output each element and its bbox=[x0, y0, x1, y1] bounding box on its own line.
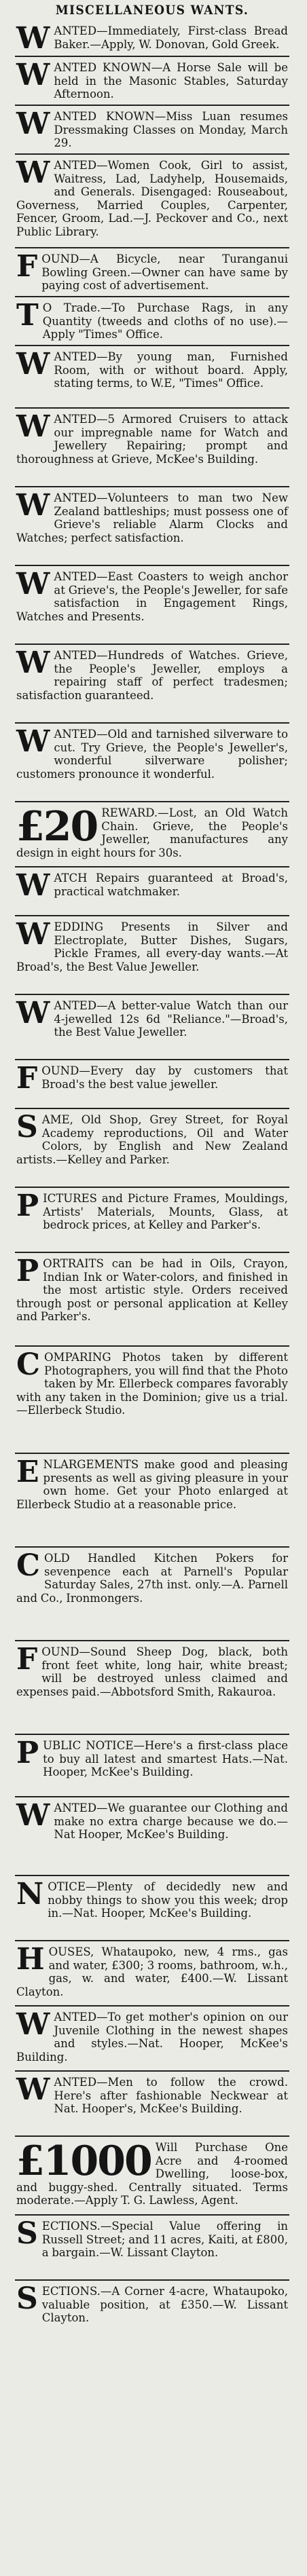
ad-text: OMPARING Photos taken by different Photographers, you will find that the Photo taken by Mr. Ellerbeck compares favorably with any taken in the Dominion; give us a trial.—Ellerbeck Studio. bbox=[16, 1351, 288, 1417]
ad-text: ANTED—We guarantee our Clothing and make no extra charge because we do.—Nat Hooper, McKee's Building. bbox=[54, 1802, 288, 1841]
ad-text: ECTIONS.—Special Value offering in Russell Street; and 11 acres, Kaiti, at £800, a bargain.—W. Lissant Clayton. bbox=[41, 2220, 288, 2259]
ad-drop-cap: F bbox=[16, 1642, 38, 1677]
ad-text: ANTED—Immediately, First-class Bread Baker.—Apply, W. Donovan, Gold Greek. bbox=[54, 24, 288, 51]
classified-ad bbox=[15, 1187, 289, 1252]
classified-ad bbox=[15, 56, 289, 105]
ad-drop-cap: P bbox=[16, 1254, 39, 1288]
classified-ad bbox=[15, 2214, 289, 2279]
ad-drop-cap: W bbox=[16, 567, 50, 601]
classified-ad bbox=[15, 105, 289, 153]
classified-ad bbox=[15, 722, 289, 801]
classified-ad bbox=[15, 866, 289, 915]
ad-drop-cap: N bbox=[16, 1877, 44, 1911]
ad-text: ANTED—A better-value Watch than our 4-jewelled 12s 6d "Reliance."—Broad's, the Best Value Jeweller. bbox=[54, 999, 288, 1039]
ad-drop-cap: W bbox=[16, 58, 50, 92]
ad-drop-cap: W bbox=[16, 409, 50, 444]
ad-text: O Trade.—To Purchase Rags, in any Quantity (tweeds and cloths of no use).—Apply "Times" Office. bbox=[42, 301, 288, 341]
ad-drop-cap: S bbox=[16, 2216, 38, 2251]
ad-drop-cap: C bbox=[16, 1548, 41, 1583]
classified-ad bbox=[15, 2135, 289, 2214]
classified-ad bbox=[15, 153, 289, 247]
ad-drop-cap: W bbox=[16, 2007, 50, 2042]
ad-text: AME, Old Shop, Grey Street, for Royal Academy reproductions, Oil and Water Colors, by English and New Zealand artists.—Kelley and Parker. bbox=[16, 1113, 288, 1166]
ad-drop-cap: C bbox=[16, 1347, 41, 1382]
ad-text: ECTIONS.—A Corner 4-acre, Whataupoko, valuable position, at £350.—W. Lissant Clayton. bbox=[41, 2285, 288, 2324]
ad-drop-cap: W bbox=[16, 724, 50, 759]
classified-ad bbox=[15, 2279, 289, 2342]
ad-text: ANTED—Hundreds of Watches. Grieve, the People's Jeweller, employs a repairing staff of perfect tradesmen; satisfaction guaranteed. bbox=[16, 649, 288, 702]
classified-ad bbox=[15, 1453, 289, 1546]
ad-text: REWARD.—Lost, an Old Watch Chain. Grieve, the People's Jeweller, manufactures any design in eight hours for 30s. bbox=[16, 806, 288, 859]
ad-text: Will Purchase One Acre and 4-roomed Dwelling, loose-box, and buggy-shed. Centrally situated. Terms moderate.—Apply T. G. Lawless, Agent. bbox=[16, 2141, 288, 2207]
ad-text: ICTURES and Picture Frames, Mouldings, Artists' Materials, Mounts, Glass, at bedrock prices, at Kelley and Parker's. bbox=[43, 1192, 288, 1231]
ad-drop-cap: W bbox=[16, 646, 50, 680]
ad-text: ANTED KNOWN—Miss Luan resumes Dressmaking Classes on Monday, March 29. bbox=[54, 110, 288, 149]
ad-drop-cap: W bbox=[16, 488, 50, 523]
classified-ad bbox=[15, 565, 289, 643]
classified-ad bbox=[15, 486, 289, 565]
ad-drop-cap: F bbox=[16, 249, 38, 284]
ad-text: OUSES, Whataupoko, new, 4 rms., gas and water, £300; 3 rooms, bathroom, w.h., gas, w. and water, £400.—W. Lissant Clayton. bbox=[16, 1945, 288, 1998]
ad-text: ANTED—Volunteers to man two New Zealand battleships; must possess one of Grieve's reliable Alarm Clocks and Watches; perfect satisfaction. bbox=[16, 491, 288, 544]
classified-ad bbox=[15, 1734, 289, 1796]
classified-ad bbox=[15, 247, 289, 296]
classified-ad bbox=[15, 643, 289, 722]
ad-text: OLD Handled Kitchen Pokers for sevenpence each at Parnell's Popular Saturday Sales, 27th inst. only.—A. Parnell and Co., Ironmongers. bbox=[16, 1552, 288, 1605]
classified-ad bbox=[15, 2005, 289, 2070]
ad-drop-cap: F bbox=[16, 1061, 38, 1096]
ad-drop-cap: W bbox=[16, 996, 50, 1030]
ad-drop-cap: W bbox=[16, 2072, 50, 2107]
ad-text: OTICE—Plenty of decidedly new and nobby things to show you this week; drop in.—Nat. Hooper, McKee's Building. bbox=[48, 1880, 288, 1920]
ad-text: OUND—Sound Sheep Dog, black, both front feet white, long hair, white breast; will be destroyed unless claimed and expenses paid.—Abbotsford Smith, Rakauroa. bbox=[16, 1645, 288, 1698]
ad-text: OUND—A Bicycle, near Turanganui Bowling Green.—Owner can have same by paying cost of advertisement. bbox=[41, 253, 288, 292]
ad-drop-cap: W bbox=[16, 1798, 50, 1833]
ad-drop-cap: W bbox=[16, 107, 50, 141]
section-heading: MISCELLANEOUS WANTS. bbox=[55, 3, 249, 18]
ad-text: UBLIC NOTICE—Here's a first-class place to buy all latest and smartest Hats.—Nat. Hooper, McKee's Building. bbox=[43, 1739, 288, 1778]
ad-drop-cap: W bbox=[16, 868, 50, 903]
classified-ad bbox=[15, 1546, 289, 1640]
classified-ad bbox=[15, 1640, 289, 1734]
classified-ad bbox=[15, 801, 289, 866]
ad-drop-cap: W bbox=[16, 21, 50, 56]
ad-drop-cap: £1000 bbox=[16, 2138, 151, 2185]
ad-drop-cap: P bbox=[16, 1736, 39, 1770]
classified-ad bbox=[15, 994, 289, 1059]
classified-ad bbox=[15, 915, 289, 994]
ad-drop-cap: P bbox=[16, 1189, 39, 1223]
ad-text: ANTED—By young man, Furnished Room, with or without board. Apply, stating terms, to W.E, "Times" Office. bbox=[54, 350, 288, 390]
classified-ad bbox=[15, 1059, 289, 1108]
ad-drop-cap: W bbox=[16, 155, 50, 190]
classified-ad bbox=[15, 1345, 289, 1453]
classified-ad bbox=[15, 345, 289, 407]
classified-ad bbox=[15, 20, 289, 56]
ad-text: ANTED—Men to follow the crowd. Here's after fashionable Neckwear at Nat. Hooper's, McKee's Building. bbox=[54, 2076, 288, 2115]
classified-ad bbox=[15, 296, 289, 345]
ad-drop-cap: W bbox=[16, 917, 50, 952]
ad-drop-cap: E bbox=[16, 1455, 39, 1489]
ad-text: OUND—Every day by customers that Broad's the best value jeweller. bbox=[41, 1064, 288, 1091]
ad-drop-cap: T bbox=[16, 298, 39, 333]
ad-text: ANTED—East Coasters to weigh anchor at Grieve's, the People's Jeweller, for safe satisfaction in Engagement Rings, Watches and Presents. bbox=[16, 570, 288, 623]
ad-text: ANTED—Women Cook, Girl to assist, Waitress, Lad, Ladyhelp, Housemaids, and Generals. Disengaged: Rouseabout, Governess, Married Couples, Carpenter, Fencer, Groom, Lad.—J. Peckover and Co., next Public Library. bbox=[16, 159, 288, 238]
ad-text: ATCH Repairs guaranteed at Broad's, practical watchmaker. bbox=[54, 872, 288, 898]
classified-ad bbox=[15, 1796, 289, 1875]
ad-drop-cap: W bbox=[16, 347, 50, 381]
ad-drop-cap: S bbox=[16, 1110, 38, 1144]
ad-drop-cap: H bbox=[16, 1942, 45, 1977]
ad-text: EDDING Presents in Silver and Electroplate, Butter Dishes, Sugars, Pickle Frames, all every-day wants.—At Broad's, the Best Value Jeweller. bbox=[16, 920, 288, 973]
ad-text: ANTED—5 Armored Cruisers to attack our impregnable name for Watch and Jewellery Repairing; prompt and thoroughness at Grieve, McKee's Building. bbox=[16, 413, 288, 466]
ad-text: ORTRAITS can be had in Oils, Crayon, Indian Ink or Water-colors, and finished in the most artistic style. Orders received through post or personal application at Kelley and Parker's. bbox=[16, 1257, 288, 1323]
classified-ad bbox=[15, 1108, 289, 1187]
classified-ad bbox=[15, 1875, 289, 1940]
ad-drop-cap: S bbox=[16, 2281, 38, 2316]
ad-text: NLARGEMENTS make good and pleasing presents as well as giving pleasure in your own home. Get your Photo enlarged at Ellerbeck Studio at a reasonable price. bbox=[16, 1458, 288, 1511]
ad-drop-cap: £20 bbox=[16, 803, 98, 851]
classified-ad bbox=[15, 1252, 289, 1345]
ad-text: ANTED—To get mother's opinion on our Juvenile Clothing in the newest shapes and styles.—Nat. Hooper, McKee's Building. bbox=[16, 2011, 288, 2064]
ad-text: ANTED KNOWN—A Horse Sale will be held in the Masonic Stables, Saturday Afternoon. bbox=[54, 61, 288, 100]
ads-list bbox=[15, 20, 289, 2342]
classified-ad bbox=[15, 2070, 289, 2135]
ad-text: ANTED—Old and tarnished silverware to cut. Try Grieve, the People's Jeweller's, wonderful silverware polisher; customers pronounce it wonderful. bbox=[16, 728, 288, 781]
classified-ad bbox=[15, 1940, 289, 2005]
classified-ad bbox=[15, 407, 289, 486]
